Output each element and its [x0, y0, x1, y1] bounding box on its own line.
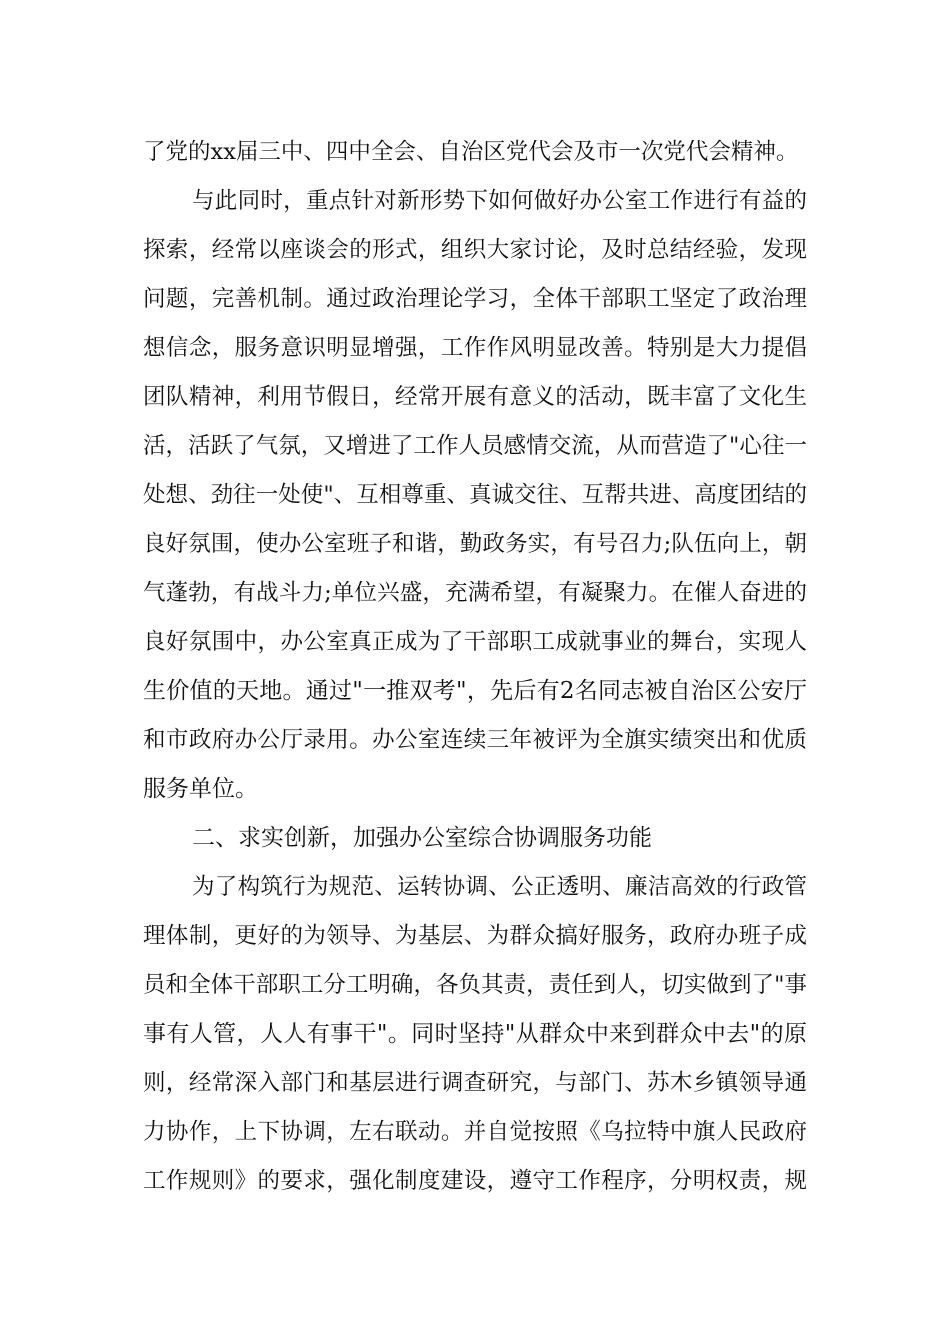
text-line: 想信念，服务意识明显增强，工作作风明显改善。特别是大力提倡	[143, 335, 807, 361]
text-line: 则，经常深入部门和基层进行调查研究，与部门、苏木乡镇领导通	[143, 1070, 807, 1096]
text-line: 员和全体干部职工分工明确，各负其责，责任到人，切实做到了"事	[143, 972, 807, 998]
text-line: 处想、劲往一处使"、互相尊重、真诚交往、互帮共进、高度团结的	[143, 482, 807, 508]
text-line: 良好氛围中，办公室真正成为了干部职工成就事业的舞台，实现人	[143, 629, 807, 655]
text-line: 问题，完善机制。通过政治理论学习，全体干部职工坚定了政治理	[143, 286, 807, 312]
text-line: 服务单位。	[143, 776, 258, 802]
text-line: 探索，经常以座谈会的形式，组织大家讨论，及时总结经验，发现	[143, 237, 807, 263]
text-line: 和市政府办公厅录用。办公室连续三年被评为全旗实绩突出和优质	[143, 727, 807, 753]
text-line: 了党的xx届三中、四中全会、自治区党代会及市一次党代会精神。	[143, 139, 799, 165]
text-line: 力协作，上下协调，左右联动。并自觉按照《乌拉特中旗人民政府	[143, 1119, 807, 1145]
text-line: 为了构筑行为规范、运转协调、公正透明、廉洁高效的行政管	[192, 874, 807, 900]
text-line: 气蓬勃，有战斗力;单位兴盛，充满希望，有凝聚力。在催人奋进的	[143, 580, 807, 606]
text-line: 活，活跃了气氛，又增进了工作人员感情交流，从而营造了"心往一	[143, 433, 807, 459]
text-line: 理体制，更好的为领导、为基层、为群众搞好服务，政府办班子成	[143, 923, 807, 949]
text-line: 良好氛围，使办公室班子和谐，勤政务实，有号召力;队伍向上，朝	[143, 531, 807, 557]
text-line: 与此同时，重点针对新形势下如何做好办公室工作进行有益的	[192, 188, 807, 214]
section-heading: 二、求实创新，加强办公室综合协调服务功能	[192, 825, 652, 851]
text-line: 团队精神，利用节假日，经常开展有意义的活动，既丰富了文化生	[143, 384, 807, 410]
text-line: 事有人管，人人有事干"。同时坚持"从群众中来到群众中去"的原	[143, 1021, 807, 1047]
text-line: 生价值的天地。通过"一推双考"，先后有2名同志被自治区公安厅	[143, 678, 807, 704]
text-line: 工作规则》的要求，强化制度建设，遵守工作程序，分明权责，规	[143, 1168, 807, 1194]
